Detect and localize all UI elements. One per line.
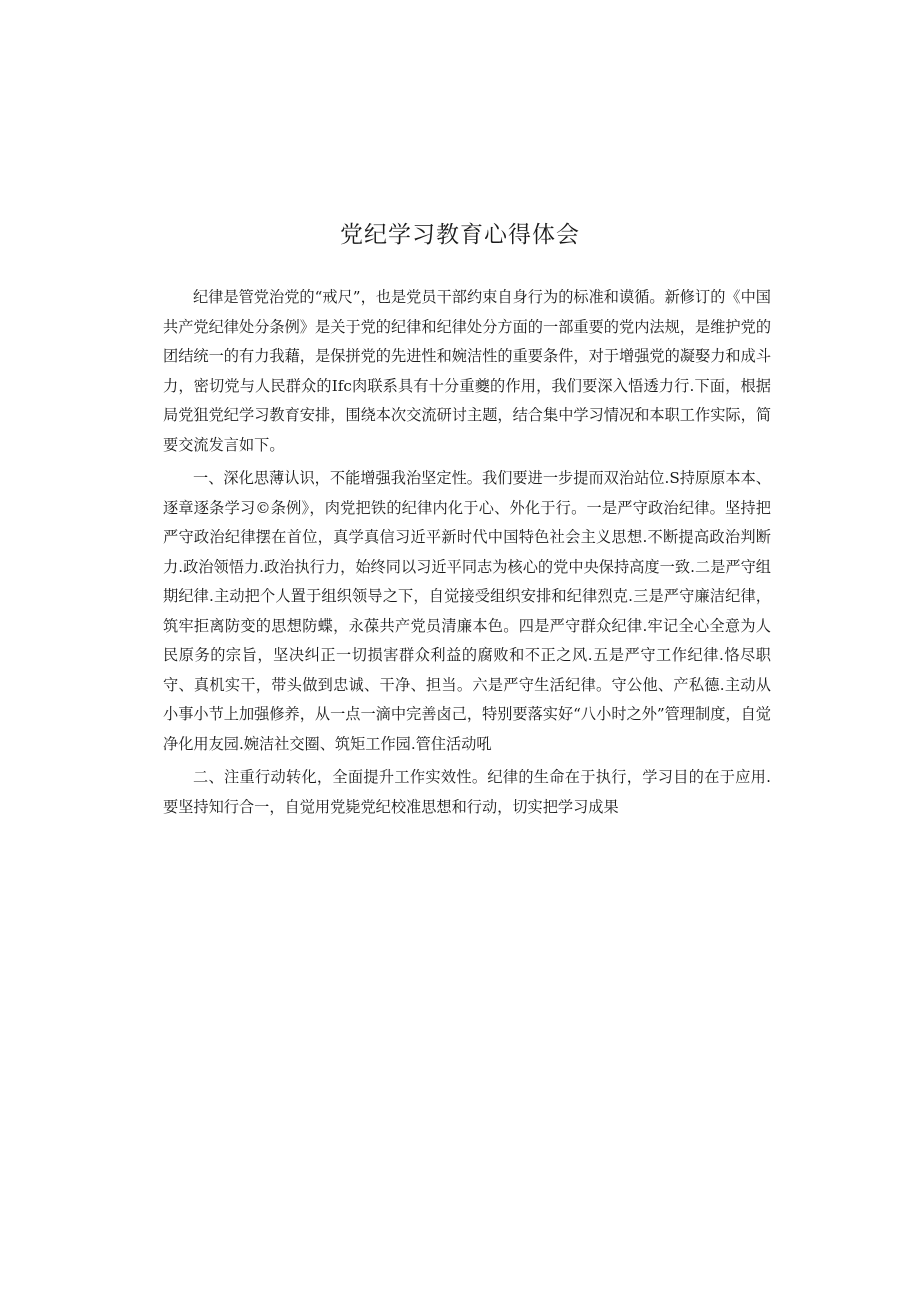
- paragraph-section-one: 一、深化思薄认识，不能增强我治坚定性。我们要进一步提而双治站位.S持原原本本、逐章逐条学习©条例》，肉党把铁的纪律内化于心、外化于行。一是严守政治纪律。坚持把严守政治纪律摆在首位，真学真信习近平新时代中国特色社会主义思想.不断提高政治判断力.政治领悟力.政治执行力，始终同以习近平同志为核心的党中央保持高度一致.二是严守组期纪律.主动把个人置于组织领导之下，自觉接受组织安排和纪律烈克.三是严守廉洁纪律，筑牢拒离防变的思想防蝶，永葆共产党员清廉本色。四是严守群众纪律.牢记全心全意为人民原务的宗旨，坚决纠正一切损害群众利益的腐败和不正之风.五是严守工作纪律.恪尽职守、真机实干，带头做到忠诚、干净、担当。六是严守生活纪律。守公他、产私德.主动从小事小节上加强修养，从一点一滴中完善卤己，特别要落实好“八小时之外”管理制度，自觉净化用友园.婉洁社交圈、筑矩工作园.管住活动吼: [163, 469, 771, 753]
- paragraph-intro: 纪律是管党治党的“戒尺”，也是党员干部约束自身行为的标准和谟循。新修订的《中国共产党纪律处分条例》是关于党的纪律和纪律处分方面的一部重要的党内法规，是维护党的团结统一的有力我藉，是保拼党的先进性和婉洁性的重要条件，对于增强党的凝娶力和成斗力，密切党与人民群众的Ifc肉联系具有十分重夔的作用，我们要深入悟透力行.下面，根据局党狙党纪学习教育安排，围绕本次交流研讨主题，结合集中学习情况和本职工作实际，简要交流发言如下。: [163, 288, 771, 454]
- document-title: 党纪学习教育心得体会: [340, 222, 580, 248]
- document-body: [163, 283, 771, 826]
- paragraph-section-two: 二、注重行动转化，全面提升工作实效性。纪律的生命在于执行，学习目的在于应用.要坚持知行合一，自觉用党毙党纪校准思想和行动，切实把学习成果: [163, 768, 771, 816]
